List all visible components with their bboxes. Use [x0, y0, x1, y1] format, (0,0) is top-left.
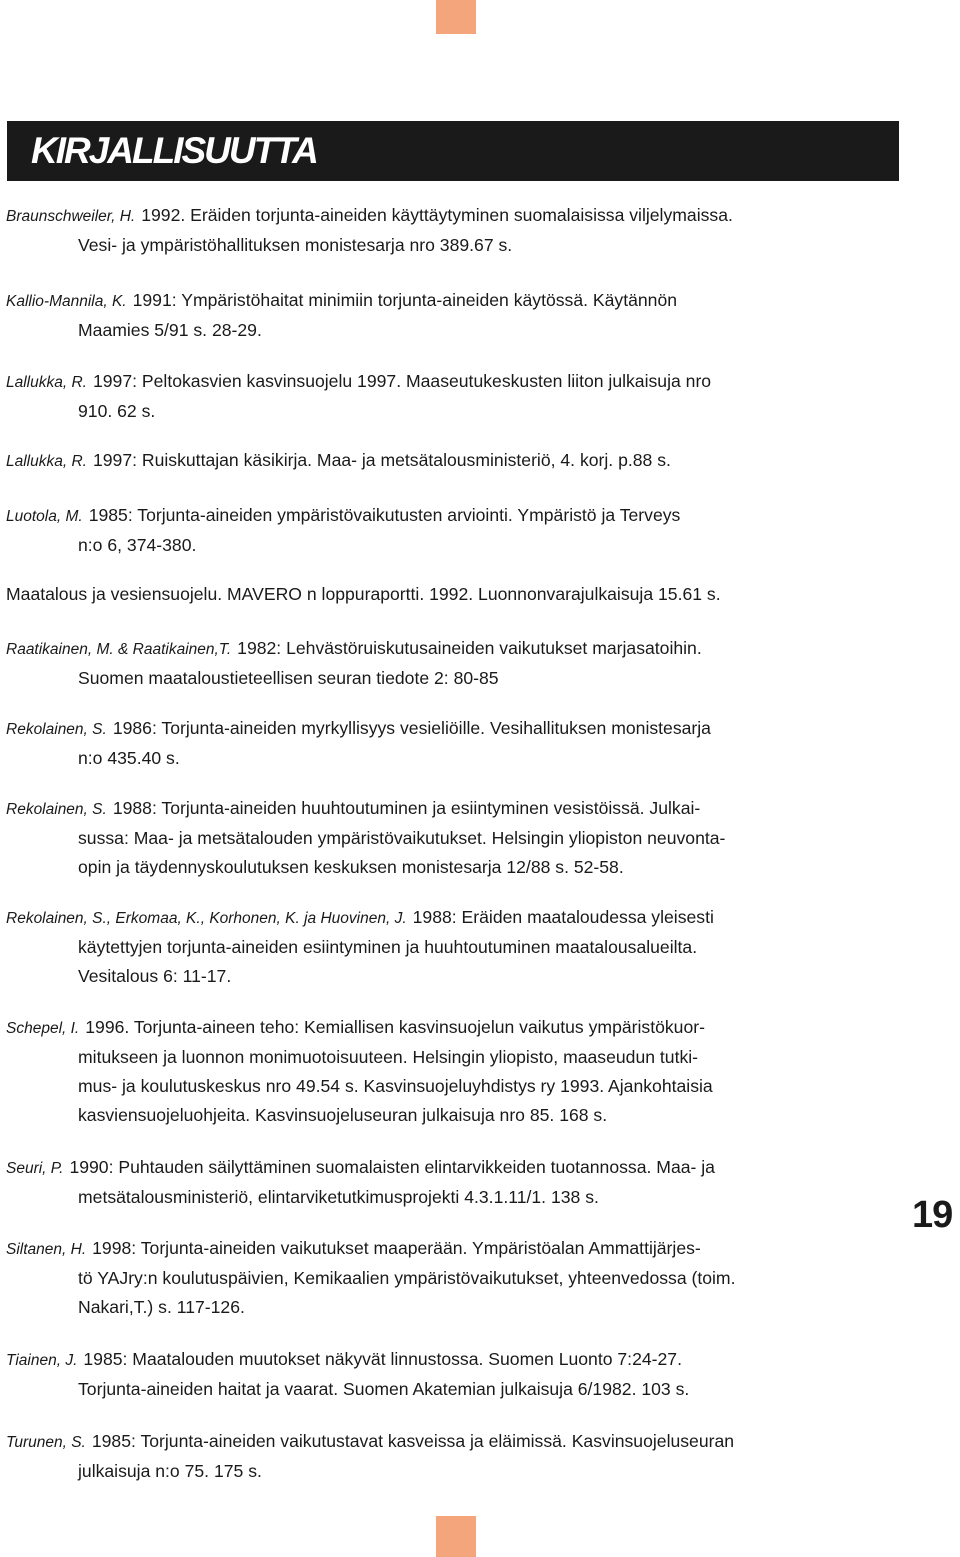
- reference-author: Tiainen, J.: [6, 1352, 78, 1369]
- reference-text: 1996. Torjunta-aineen teho: Kemiallisen kasvinsuojelun vaikutus ympäristökuor-: [85, 1017, 705, 1037]
- reference-author: Turunen, S.: [6, 1434, 86, 1451]
- reference-text: 1985: Torjunta-aineiden vaikutustavat kasveissa ja eläimissä. Kasvinsuojeluseuran: [91, 1431, 735, 1451]
- reference-text: Nakari,T.) s. 117-126.: [78, 1297, 245, 1317]
- reference-text: 1985: Maatalouden muutokset näkyvät linnustossa. Suomen Luonto 7:24-27.: [83, 1349, 682, 1369]
- reference-line: [6, 580, 906, 609]
- top-accent-tab: [436, 0, 476, 34]
- reference-text: 1985: Torjunta-aineiden ympäristövaikutusten arviointi. Ympäristö ja Terveys: [88, 505, 681, 525]
- reference-line: [6, 1457, 906, 1486]
- reference-line: [6, 1345, 906, 1375]
- reference-text: 1992. Eräiden torjunta-aineiden käyttäytyminen suomalaisissa viljelymaissa.: [141, 205, 733, 225]
- reference-author: Schepel, I.: [6, 1020, 80, 1037]
- reference-text: 1998: Torjunta-aineiden vaikutukset maaperään. Ympäristöalan Ammattijärjes-: [92, 1238, 701, 1258]
- reference-text: kasviensuojeluohjeita. Kasvinsuojeluseuran julkaisuja nro 85. 168 s.: [78, 1105, 608, 1125]
- reference-line: [6, 824, 906, 853]
- reference-text: n:o 435.40 s.: [78, 748, 180, 768]
- reference-line: [6, 714, 906, 744]
- reference-line: [6, 1153, 906, 1183]
- reference-line: [6, 1013, 906, 1043]
- reference-text: mus- ja koulutuskeskus nro 49.54 s. Kasvinsuojeluyhdistys ry 1993. Ajankohtaisia: [78, 1076, 713, 1096]
- reference-text: 1988: Eräiden maataloudessa yleisesti: [412, 907, 714, 927]
- reference-text: 1990: Puhtauden säilyttäminen suomalaisten elintarvikkeiden tuotannossa. Maa- ja: [69, 1157, 715, 1177]
- reference-line: [6, 231, 906, 260]
- reference-text: Torjunta-aineiden haitat ja vaarat. Suomen Akatemian julkaisuja 6/1982. 103 s.: [78, 1379, 690, 1399]
- reference-author: Rekolainen, S., Erkomaa, K., Korhonen, K. ja Huovinen, J.: [6, 910, 407, 927]
- bottom-accent-tab: [436, 1516, 476, 1557]
- reference-text: tö YAJry:n koulutuspäivien, Kemikaalien ympäristövaikutukset, yhteenvedossa (toim.: [78, 1268, 736, 1288]
- reference-entry: [6, 580, 906, 609]
- reference-text: Maatalous ja vesiensuojelu. MAVERO n loppuraportti. 1992. Luonnonvarajulkaisuja 15.61 s.: [6, 584, 721, 604]
- reference-line: [6, 1427, 906, 1457]
- reference-entry: [6, 446, 906, 476]
- reference-line: [6, 664, 906, 693]
- reference-entry: [6, 201, 906, 260]
- reference-text: mitukseen ja luonnon monimuotoisuuteen. Helsingin yliopisto, maaseudun tutki-: [78, 1047, 699, 1067]
- reference-entry: [6, 367, 906, 426]
- reference-author: Luotola, M.: [6, 508, 83, 525]
- reference-line: [6, 1043, 906, 1072]
- reference-text: 1982: Lehvästöruiskutusaineiden vaikutukset marjasatoihin.: [237, 638, 702, 658]
- reference-text: Vesitalous 6: 11-17.: [78, 966, 232, 986]
- reference-entry: [6, 286, 906, 345]
- reference-line: [6, 933, 906, 962]
- reference-author: Lallukka, R.: [6, 453, 87, 470]
- reference-entry: [6, 1345, 906, 1404]
- reference-line: [6, 316, 906, 345]
- reference-line: [6, 1101, 906, 1130]
- reference-line: [6, 1293, 906, 1322]
- title-bar: [7, 121, 899, 181]
- reference-line: [6, 1264, 906, 1293]
- reference-entry: [6, 794, 906, 882]
- reference-text: 1991: Ympäristöhaitat minimiin torjunta-aineiden käytössä. Käytännön: [132, 290, 678, 310]
- reference-line: [6, 1375, 906, 1404]
- reference-text: sussa: Maa- ja metsätalouden ympäristövaikutukset. Helsingin yliopiston neuvonta-: [78, 828, 726, 848]
- reference-line: [6, 446, 906, 476]
- reference-entry: [6, 1234, 906, 1322]
- reference-text: 1986: Torjunta-aineiden myrkyllisyys vesieliöille. Vesihallituksen monistesarja: [112, 718, 711, 738]
- reference-entry: [6, 1427, 906, 1486]
- reference-line: [6, 853, 906, 882]
- reference-author: Kallio-Mannila, K.: [6, 293, 127, 310]
- reference-line: [6, 501, 906, 531]
- reference-text: 1997: Peltokasvien kasvinsuojelu 1997. Maaseutukeskusten liiton julkaisuja nro: [92, 371, 712, 391]
- reference-text: käytettyjen torjunta-aineiden esiintyminen ja huuhtoutuminen maatalousalueilta.: [78, 937, 698, 957]
- reference-text: Suomen maataloustieteellisen seuran tiedote 2: 80-85: [78, 668, 499, 688]
- reference-author: Rekolainen, S.: [6, 801, 107, 818]
- reference-author: Braunschweiler, H.: [6, 208, 136, 225]
- reference-text: 1988: Torjunta-aineiden huuhtoutuminen ja esiintyminen vesistöissä. Julkai-: [112, 798, 701, 818]
- page-number: 19: [912, 1194, 953, 1236]
- reference-entry: [6, 714, 906, 773]
- reference-text: Vesi- ja ympäristöhallituksen monistesarja nro 389.67 s.: [78, 235, 513, 255]
- reference-line: [6, 744, 906, 773]
- reference-entry: [6, 634, 906, 693]
- reference-line: [6, 1183, 906, 1212]
- reference-line: [6, 962, 906, 991]
- reference-text: 910. 62 s.: [78, 401, 156, 421]
- reference-entry: [6, 1153, 906, 1212]
- reference-line: [6, 634, 906, 664]
- reference-author: Siltanen, H.: [6, 1241, 87, 1258]
- reference-author: Raatikainen, M. & Raatikainen,T.: [6, 641, 232, 658]
- reference-line: [6, 1072, 906, 1101]
- reference-entry: [6, 903, 906, 991]
- reference-text: Maamies 5/91 s. 28-29.: [78, 320, 262, 340]
- reference-author: Lallukka, R.: [6, 374, 87, 391]
- reference-text: opin ja täydennyskoulutuksen keskuksen monistesarja 12/88 s. 52-58.: [78, 857, 624, 877]
- reference-line: [6, 201, 906, 231]
- reference-line: [6, 397, 906, 426]
- reference-text: julkaisuja n:o 75. 175 s.: [78, 1461, 262, 1481]
- reference-author: Rekolainen, S.: [6, 721, 107, 738]
- reference-entry: [6, 1013, 906, 1130]
- reference-text: n:o 6, 374-380.: [78, 535, 197, 555]
- reference-line: [6, 367, 906, 397]
- reference-text: 1997: Ruiskuttajan käsikirja. Maa- ja metsätalousministeriö, 4. korj. p.88 s.: [92, 450, 671, 470]
- reference-line: [6, 531, 906, 560]
- reference-text: metsätalousministeriö, elintarviketutkimusprojekti 4.3.1.11/1. 138 s.: [78, 1187, 599, 1207]
- reference-line: [6, 794, 906, 824]
- reference-line: [6, 1234, 906, 1264]
- reference-line: [6, 286, 906, 316]
- page-title: KIRJALLISUUTTA: [31, 130, 317, 171]
- reference-line: [6, 903, 906, 933]
- reference-author: Seuri, P.: [6, 1160, 64, 1177]
- reference-entry: [6, 501, 906, 560]
